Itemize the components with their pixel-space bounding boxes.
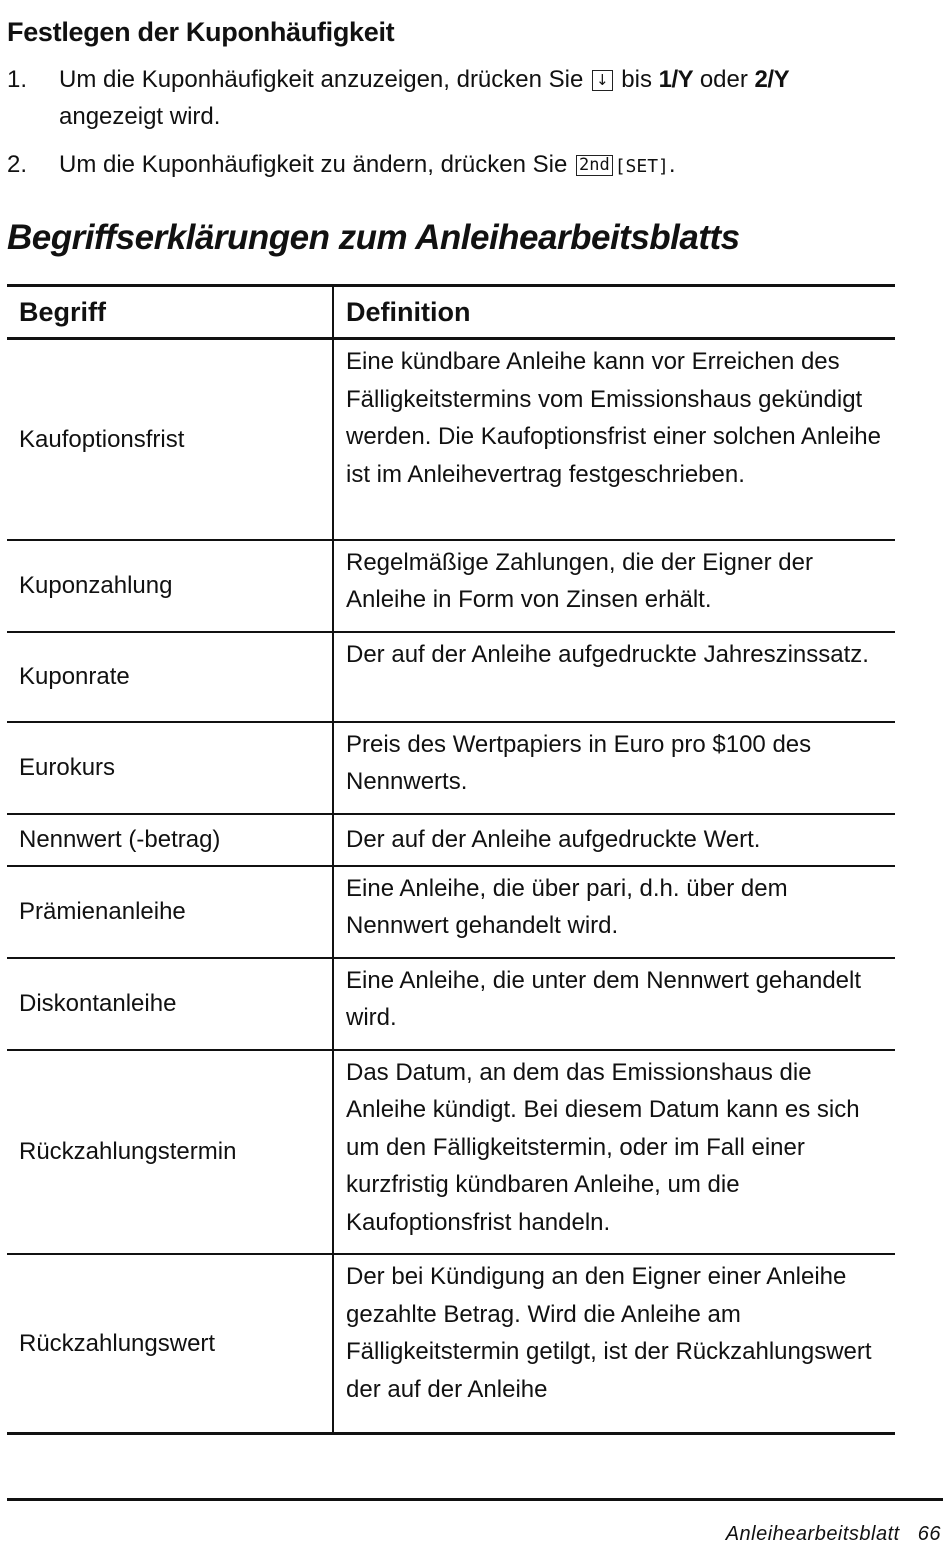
- down-arrow-key-icon: ↓: [592, 70, 613, 91]
- term-cell: Kuponzahlung: [7, 540, 333, 632]
- table-row: [7, 866, 895, 958]
- table-row: [7, 1050, 895, 1255]
- step-text-part: oder: [699, 66, 748, 93]
- definition-cell: Preis des Wertpapiers in Euro pro $100 des Nennwerts.: [333, 722, 895, 814]
- column-header-definition: Definition: [333, 286, 895, 339]
- footer-title: Anleihearbeitsblatt: [725, 1523, 900, 1545]
- term-cell: Eurokurs: [7, 722, 333, 814]
- table-header-row: [7, 286, 895, 339]
- section-heading: Festlegen der Kuponhäufigkeit: [7, 17, 395, 47]
- term-cell: Prämienanleihe: [7, 866, 333, 958]
- table-row: [7, 339, 895, 540]
- step-text-part: Um die Kuponhäufigkeit zu ändern, drücken Sie: [59, 151, 568, 178]
- glossary-table: [7, 284, 895, 1435]
- definition-cell: Eine Anleihe, die unter dem Nennwert gehandelt wird.: [333, 958, 895, 1050]
- step-text-part: angezeigt wird.: [59, 103, 221, 130]
- glossary-heading: Begriffserklärungen zum Anleihearbeitsblatts: [7, 218, 740, 257]
- page-number: 66: [917, 1523, 941, 1545]
- step-text: [59, 146, 899, 185]
- set-key-icon: [SET]: [614, 156, 669, 177]
- term-cell: Rückzahlungstermin: [7, 1050, 333, 1255]
- definition-cell: Das Datum, an dem das Emissionshaus die Anleihe kündigt. Bei diesem Datum kann es sich um den Fälligkeitstermin, oder im Fall einer kurzfristig kündbaren Anleihe, um die Kaufoptionsfrist handeln.: [333, 1050, 895, 1255]
- table-row: [7, 540, 895, 632]
- second-key-icon: 2nd: [576, 155, 613, 176]
- step-text-part: bis: [621, 66, 652, 93]
- page-footer: [726, 1523, 941, 1546]
- step-number: 1.: [7, 66, 28, 93]
- column-header-term: Begriff: [7, 286, 333, 339]
- definition-cell: Der bei Kündigung an den Eigner einer Anleihe gezahlte Betrag. Wird die Anleihe am Fälligkeitstermin getilgt, ist der Rückzahlungswert der auf der Anleihe: [333, 1254, 895, 1433]
- table-row: [7, 814, 895, 866]
- step-text-part: .: [668, 151, 676, 178]
- table-row: [7, 722, 895, 814]
- term-cell: Rückzahlungswert: [7, 1254, 333, 1433]
- term-cell: Diskontanleihe: [7, 958, 333, 1050]
- definition-cell: Der auf der Anleihe aufgedruckte Jahreszinssatz.: [333, 632, 895, 722]
- step-text-part: Um die Kuponhäufigkeit anzuzeigen, drücken Sie: [59, 66, 584, 93]
- term-cell: Kuponrate: [7, 632, 333, 722]
- table-row: [7, 1254, 895, 1433]
- term-cell: Nennwert (-betrag): [7, 814, 333, 866]
- step-text: [59, 61, 899, 135]
- step-number: 2.: [7, 151, 28, 178]
- frequency-value: 1/Y: [658, 66, 694, 93]
- frequency-value: 2/Y: [754, 66, 790, 93]
- definition-cell: Der auf der Anleihe aufgedruckte Wert.: [333, 814, 895, 866]
- table-row: [7, 958, 895, 1050]
- definition-cell: Regelmäßige Zahlungen, die der Eigner der Anleihe in Form von Zinsen erhält.: [333, 540, 895, 632]
- footer-divider: [7, 1498, 943, 1501]
- definition-cell: Eine kündbare Anleihe kann vor Erreichen des Fälligkeitstermins vom Emissionshaus gekündigt werden. Die Kaufoptionsfrist einer solchen Anleihe ist im Anleihevertrag festgeschrieben.: [333, 339, 895, 540]
- definition-cell: Eine Anleihe, die über pari, d.h. über dem Nennwert gehandelt wird.: [333, 866, 895, 958]
- term-cell: Kaufoptionsfrist: [7, 339, 333, 540]
- table-row: [7, 632, 895, 722]
